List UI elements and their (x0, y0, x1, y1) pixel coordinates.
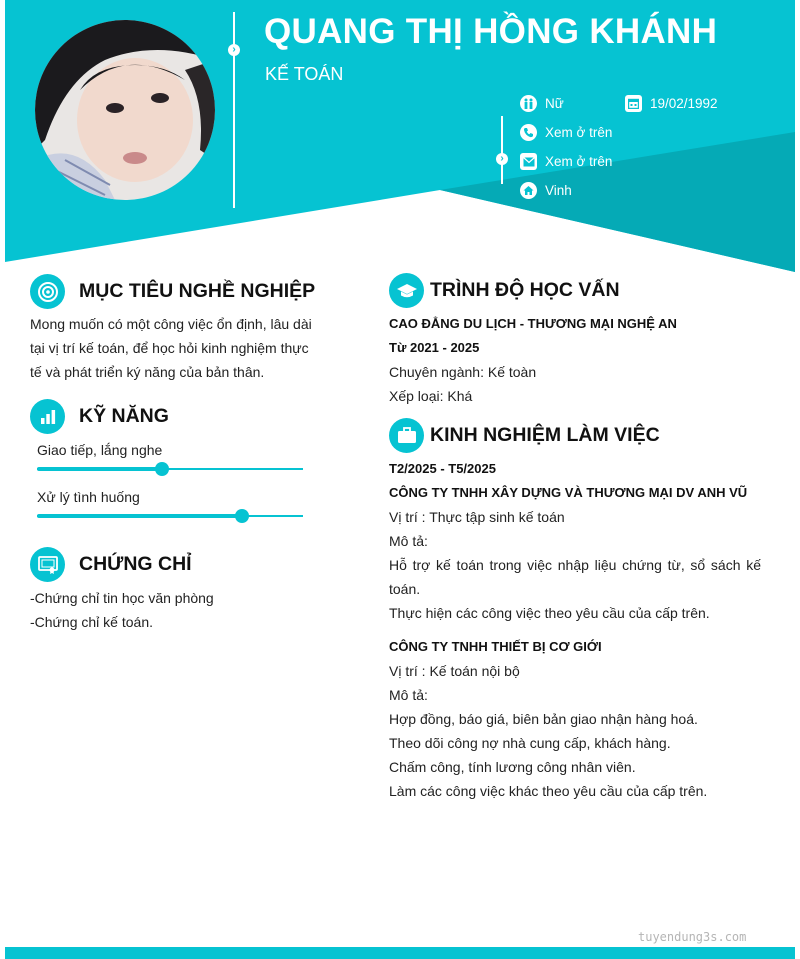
header-divider-line (233, 12, 235, 208)
email-value: Xem ở trên (545, 154, 613, 169)
job-desc-line: Làm các công việc khác theo yêu cầu của cấp trên. (389, 783, 708, 799)
candidate-name: QUANG THỊ HỒNG KHÁNH (264, 12, 718, 51)
job-desc-label: Mô tả: (389, 687, 428, 703)
watermark: tuyendung3s.com (638, 930, 747, 944)
skill-label: Giao tiếp, lắng nghe (37, 442, 163, 458)
company-name: CÔNG TY TNHH XÂY DỰNG VÀ THƯƠNG MẠI DV ANH VŨ (389, 485, 748, 500)
candidate-position: KẾ TOÁN (265, 64, 344, 84)
footer-bar (5, 947, 795, 959)
objective-heading: MỤC TIÊU NGHỀ NGHIỆP (30, 274, 315, 309)
phone-icon (520, 124, 537, 141)
list-item: -Chứng chỉ kế toán. (30, 614, 153, 630)
target-icon (30, 274, 65, 309)
job-role: Vị trí : Thực tập sinh kế toán (389, 509, 565, 525)
bar-chart-icon (30, 399, 65, 434)
experience-heading: KINH NGHIỆM LÀM VIỆC (389, 418, 660, 453)
education-content (389, 312, 769, 408)
education-major: Chuyên ngành: Kế toàn (389, 364, 537, 380)
skill-fill (37, 514, 242, 518)
certificates-heading: CHỨNG CHỈ (30, 547, 192, 582)
gender-value: Nữ (545, 96, 564, 111)
job-desc-line: Chấm công, tính lương công nhân viên. (389, 759, 636, 775)
address-info (520, 182, 572, 199)
job-desc-label: Mô tả: (389, 533, 428, 549)
job-desc-line: Hợp đồng, báo giá, biên bản giao nhận hàng hoá. (389, 711, 698, 727)
school-name: CAO ĐẲNG DU LỊCH - THƯƠNG MẠI NGHỆ AN (389, 316, 677, 331)
birthday-info (625, 95, 718, 112)
education-period: Từ 2021 - 2025 (389, 340, 480, 355)
job-desc-line: Hỗ trợ kế toán trong việc nhập liệu chứng từ, sổ sách kế (389, 557, 761, 573)
graduation-cap-icon (389, 273, 424, 308)
skill-knob (235, 509, 249, 523)
job-desc-line: toán. (389, 581, 421, 597)
education-heading: TRÌNH ĐỘ HỌC VẤN (389, 273, 620, 308)
experience-job-2 (389, 635, 761, 803)
email-icon (520, 153, 537, 170)
chevron-right-icon: › (496, 153, 508, 165)
job-desc-line: Thực hiện các công việc theo yêu cầu của cấp trên. (389, 605, 710, 621)
certificates-list (30, 586, 350, 634)
avatar (35, 20, 215, 200)
skill-fill (37, 467, 162, 471)
skill-label: Xử lý tình huống (37, 489, 140, 505)
address-value: Vinh (545, 183, 572, 198)
chevron-right-icon: › (228, 44, 240, 56)
home-icon (520, 182, 537, 199)
education-rank: Xếp loại: Khá (389, 388, 473, 404)
birthday-value: 19/02/1992 (650, 96, 718, 111)
phone-value: Xem ở trên (545, 125, 613, 140)
calendar-icon (625, 95, 642, 112)
job-role: Vị trí : Kế toán nội bộ (389, 663, 520, 679)
email-info (520, 153, 612, 170)
skill-knob (155, 462, 169, 476)
briefcase-icon (389, 418, 424, 453)
contact-divider-line (501, 116, 503, 184)
list-item: -Chứng chỉ tin học văn phòng (30, 590, 214, 606)
experience-job-1 (389, 457, 761, 625)
job-desc-line: Theo dõi công nợ nhà cung cấp, khách hàng. (389, 735, 671, 751)
company-name: CÔNG TY TNHH THIẾT BỊ CƠ GIỚI (389, 639, 602, 654)
skills-heading: KỸ NĂNG (30, 399, 169, 434)
job-period: T2/2025 - T5/2025 (389, 461, 496, 476)
certificate-icon (30, 547, 65, 582)
gender-icon (520, 95, 537, 112)
gender-info (520, 95, 564, 112)
phone-info (520, 124, 612, 141)
objective-text: Mong muốn có một công việc ổn định, lâu dài tại vị trí kế toán, để học hỏi kinh nghiệm thực tế và phát triển ký năng của bản thân. (30, 316, 312, 380)
